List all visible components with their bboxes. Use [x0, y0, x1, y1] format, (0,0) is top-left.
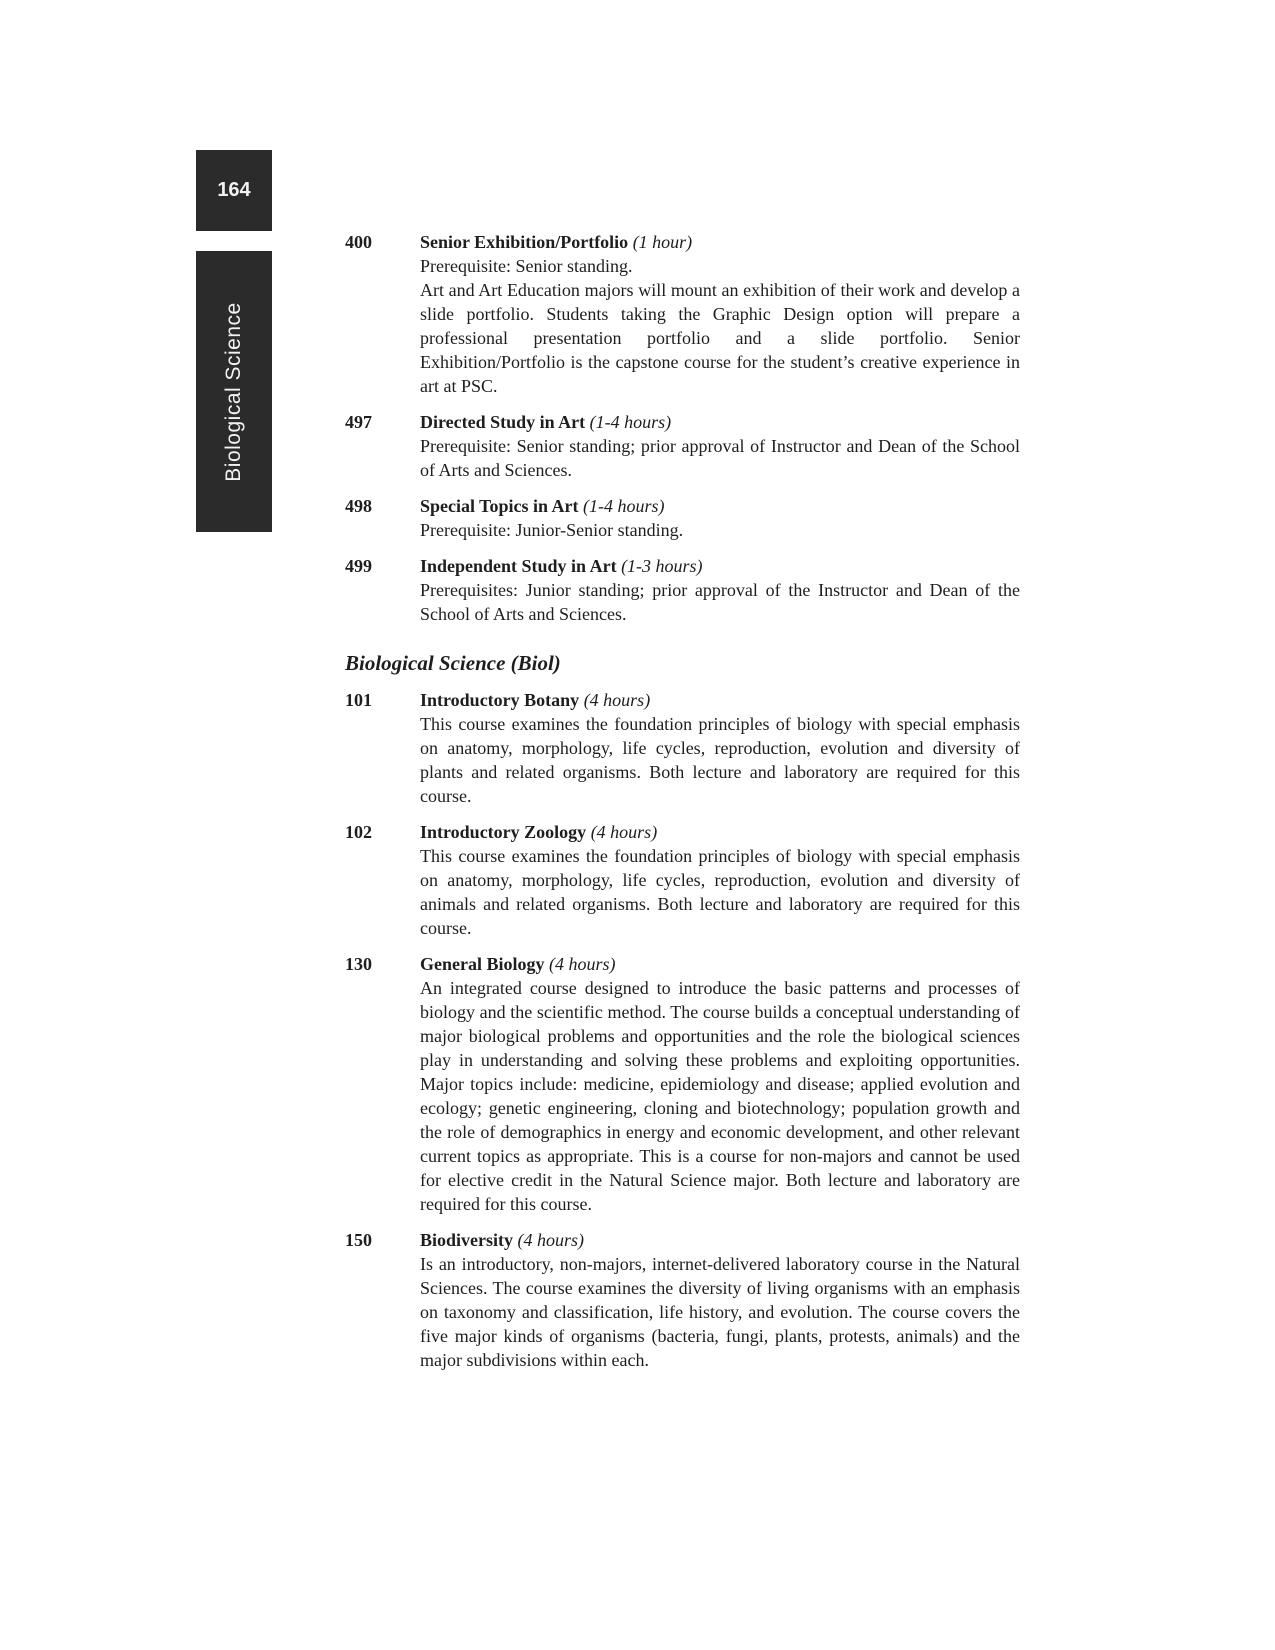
- course-description: This course examines the foundation principles of biology with special emphasis on anatomy, morphology, life cycles, reproduction, evolution and diversity of plants and related organisms. Both lecture and laboratory are required for this course.: [420, 714, 1020, 806]
- course-prerequisite: Prerequisite: Senior standing.: [420, 256, 633, 276]
- course-hours: (4 hours): [590, 822, 658, 842]
- course-number: 101: [345, 690, 372, 710]
- course-heading: [420, 554, 1020, 578]
- course-entry-biol-150: [345, 1228, 1020, 1372]
- course-body: [420, 554, 1020, 626]
- course-hours: (4 hours): [583, 690, 651, 710]
- course-title: General Biology: [420, 954, 545, 974]
- course-entry-biol-102: [345, 820, 1020, 940]
- course-description: Is an introductory, non-majors, internet-delivered laboratory course in the Natural Sciences. The course examines the diversity of living organisms with an emphasis on taxonomy and classification, life history, and evolution. The course covers the five major kinds of organisms (bacteria, fungi, plants, protests, animals) and the major subdivisions within each.: [420, 1254, 1020, 1370]
- course-hours: (4 hours): [549, 954, 616, 974]
- course-hours: (4 hours): [517, 1230, 584, 1250]
- course-body: [420, 230, 1020, 398]
- course-body: [420, 1228, 1020, 1372]
- course-title: Senior Exhibition/Portfolio: [420, 232, 629, 252]
- course-entry-art-499: [345, 554, 1020, 626]
- course-entry-art-400: [345, 230, 1020, 398]
- course-entry-art-498: [345, 494, 1020, 542]
- course-entry-biol-101: [345, 688, 1020, 808]
- course-entry-biol-130: [345, 952, 1020, 1216]
- course-number: 130: [345, 954, 372, 974]
- course-heading: [420, 1228, 1020, 1252]
- course-number: 497: [345, 412, 372, 432]
- course-hours: (1 hour): [632, 232, 693, 252]
- course-number: 400: [345, 232, 372, 252]
- course-heading: [420, 688, 1020, 712]
- course-body: [420, 410, 1020, 482]
- section-tab: [196, 251, 272, 532]
- course-body: [420, 688, 1020, 808]
- course-prerequisite: Prerequisite: Senior standing; prior approval of Instructor and Dean of the School of Arts and Sciences.: [420, 436, 1020, 480]
- course-title: Introductory Zoology: [420, 822, 587, 842]
- course-number: 102: [345, 822, 372, 842]
- page-number: 164: [196, 150, 272, 231]
- course-hours: (1-4 hours): [583, 496, 665, 516]
- course-description: This course examines the foundation principles of biology with special emphasis on anatomy, morphology, life cycles, reproduction, evolution and diversity of animals and related organisms. Both lecture and laboratory are required for this course.: [420, 846, 1020, 938]
- course-number: 499: [345, 556, 372, 576]
- course-title: Directed Study in Art: [420, 412, 586, 432]
- course-body: [420, 820, 1020, 940]
- course-prerequisite: Prerequisite: Junior-Senior standing.: [420, 520, 684, 540]
- course-heading: [420, 494, 1020, 518]
- course-heading: [420, 820, 1020, 844]
- course-title: Independent Study in Art: [420, 556, 617, 576]
- course-heading: [420, 952, 1020, 976]
- course-title: Biodiversity: [420, 1230, 513, 1250]
- course-body: [420, 494, 1020, 542]
- section-tab-label: Biological Science: [222, 301, 245, 482]
- course-body: [420, 952, 1020, 1216]
- course-number: 498: [345, 496, 372, 516]
- section-heading-biology: Biological Science (Biol): [345, 651, 561, 675]
- course-entry-art-497: [345, 410, 1020, 482]
- course-title: Special Topics in Art: [420, 496, 579, 516]
- course-hours: (1-3 hours): [621, 556, 703, 576]
- course-heading: [420, 410, 1020, 434]
- course-title: Introductory Botany: [420, 690, 580, 710]
- course-hours: (1-4 hours): [589, 412, 672, 432]
- course-description: Art and Art Education majors will mount an exhibition of their work and develop a slide portfolio. Students taking the Graphic Design option will prepare a professional presentation portfolio and a slide portfolio. Senior Exhibition/Portfolio is the capstone course for the student’s creative experience in art at PSC.: [420, 280, 1020, 396]
- course-heading: [420, 230, 1020, 254]
- course-prerequisite: Prerequisites: Junior standing; prior approval of the Instructor and Dean of the School of Arts and Sciences.: [420, 580, 1020, 624]
- course-listing: [345, 230, 1020, 1384]
- course-description: An integrated course designed to introduce the basic patterns and processes of biology and the scientific method. The course builds a conceptual understanding of major biological problems and opportunities and the role the biological sciences play in understanding and solving these problems and exploiting opportunities. Major topics include: medicine, epidemiology and disease; applied evolution and ecology; genetic engineering, cloning and biotechnology; population growth and the role of demographics in energy and economic development, and other relevant current topics as appropriate. This is a course for non-majors and cannot be used for elective credit in the Natural Science major. Both lecture and laboratory are required for this course.: [420, 978, 1020, 1214]
- course-number: 150: [345, 1230, 372, 1250]
